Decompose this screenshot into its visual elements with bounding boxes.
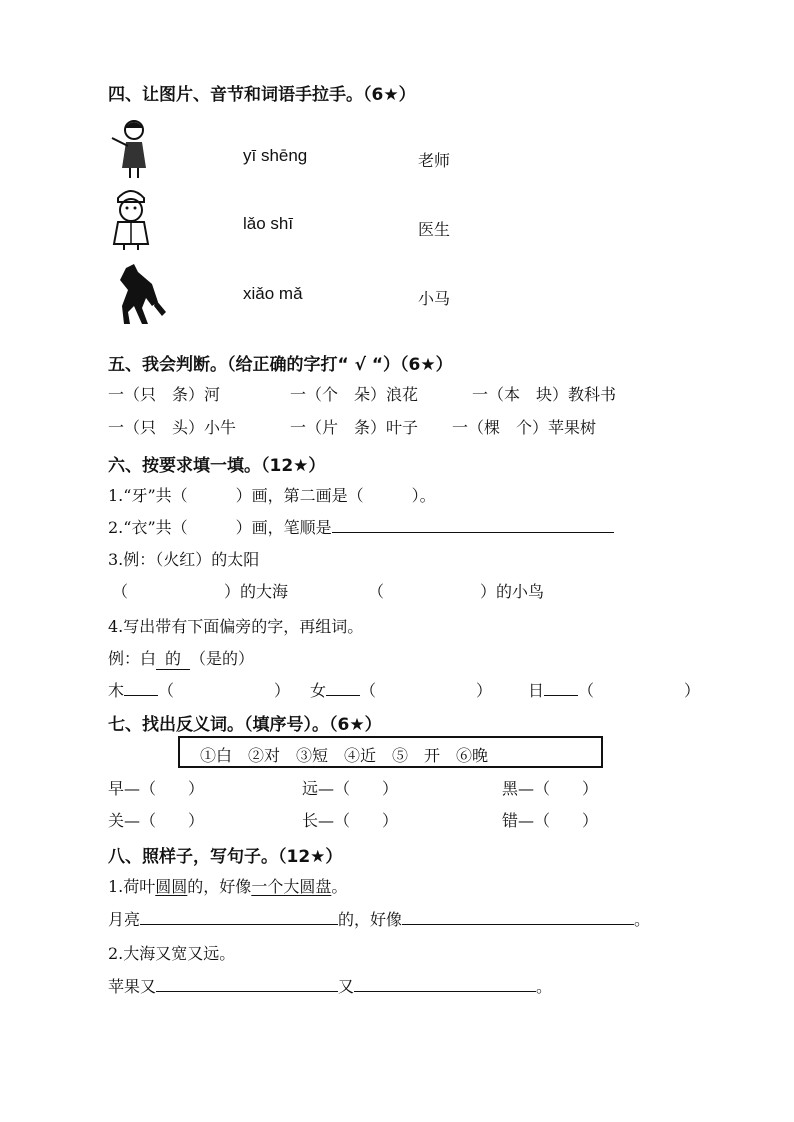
fill-sentence-1 (108, 907, 650, 930)
q3a: （ ）的大海 (112, 582, 289, 601)
fill1-blank-2[interactable] (402, 910, 634, 925)
q4-example-answer: 的 (156, 646, 190, 670)
q3b: （ ）的小鸟 (368, 582, 545, 601)
ex1-underline-1: 圆圆 (155, 877, 188, 896)
fill2-b: 又 (338, 977, 355, 996)
radical-3-blank[interactable] (544, 681, 578, 696)
fill1-a: 月亮 (108, 910, 141, 929)
fill2-blank-1[interactable] (156, 977, 338, 992)
doctor-icon (106, 186, 156, 252)
fill-sentence-2 (108, 974, 552, 997)
ex1-prefix: 1.荷叶 (108, 877, 156, 896)
fill1-b: 的，好像 (338, 910, 403, 929)
horse-icon (112, 262, 168, 328)
radical-1: 木 (108, 681, 125, 700)
section-8-title: 八、照样子，写句子。（12★） (108, 847, 343, 867)
pair-2: 远—（ ） (302, 779, 399, 798)
pinyin-2: lǎo shī (243, 214, 294, 233)
judge-2-3: 一（棵 个）苹果树 (452, 418, 597, 437)
word-2: 医生 (418, 220, 451, 239)
radical-1-blank[interactable] (124, 681, 158, 696)
q4-example-prefix: 例：白 (108, 649, 157, 668)
radical-3: 日 (528, 681, 545, 700)
q2-blank[interactable] (332, 518, 614, 533)
q4-radical-2: 女 （ ） (310, 681, 493, 700)
example-sentence-1 (108, 874, 347, 897)
word-1: 老师 (418, 151, 451, 170)
pair-3: 黑—（ ） (502, 779, 599, 798)
q3: 3.例：（火红）的太阳 (108, 550, 260, 569)
fill1-end: 。 (634, 910, 651, 929)
ex1-mid: 的，好像 (187, 877, 252, 896)
fill1-blank-1[interactable] (140, 910, 338, 925)
pair-1: 早—（ ） (108, 779, 205, 798)
example-sentence-2: 2.大海又宽又远。 (108, 944, 236, 963)
word-3: 小马 (418, 289, 451, 308)
judge-1-3: 一（本 块）教科书 (472, 385, 617, 404)
teacher-icon (110, 116, 154, 180)
section-5-title: 五、我会判断。（给正确的字打“ √ “）（6★） (108, 355, 453, 375)
fill2-end: 。 (536, 977, 553, 996)
pinyin-3: xiǎo mǎ (243, 284, 303, 303)
q4: 4.写出带有下面偏旁的字，再组词。 (108, 617, 364, 636)
q4-radical-3: 日 （ ） (528, 681, 701, 700)
pair-5: 长—（ ） (302, 811, 399, 830)
q4-radical-1: 木 （ ） (108, 681, 291, 700)
q4-example-suffix: （是的） (190, 649, 255, 668)
section-7-title: 七、找出反义词。（填序号）。（6★） (108, 715, 382, 735)
section-6-title: 六、按要求填一填。（12★） (108, 456, 326, 476)
judge-2-2: 一（片 条）叶子 (290, 418, 419, 437)
q4-example (108, 646, 254, 670)
q2 (108, 515, 614, 538)
section-4-title: 四、让图片、音节和词语手拉手。（6★） (108, 85, 416, 105)
options-text: ①白 ②对 ③短 ④近 ⑤ 开 ⑥晚 (200, 746, 489, 765)
fill2-a: 苹果又 (108, 977, 157, 996)
ex1-underline-2: 一个大圆盘 (251, 877, 332, 896)
fill2-blank-2[interactable] (354, 977, 536, 992)
judge-1-2: 一（个 朵）浪花 (290, 385, 419, 404)
judge-2-1: 一（只 头）小牛 (108, 418, 237, 437)
radical-2: 女 (310, 681, 327, 700)
judge-1-1: 一（只 条）河 (108, 385, 221, 404)
q2-text: 2.“衣”共（ ）画，笔顺是 (108, 518, 332, 537)
q1: 1.“牙”共（ ）画，第二画是（ ）。 (108, 486, 436, 505)
pair-6: 错—（ ） (502, 811, 599, 830)
pinyin-1: yī shēng (243, 146, 308, 165)
ex1-end: 。 (331, 877, 348, 896)
radical-2-blank[interactable] (326, 681, 360, 696)
pair-4: 关—（ ） (108, 811, 205, 830)
